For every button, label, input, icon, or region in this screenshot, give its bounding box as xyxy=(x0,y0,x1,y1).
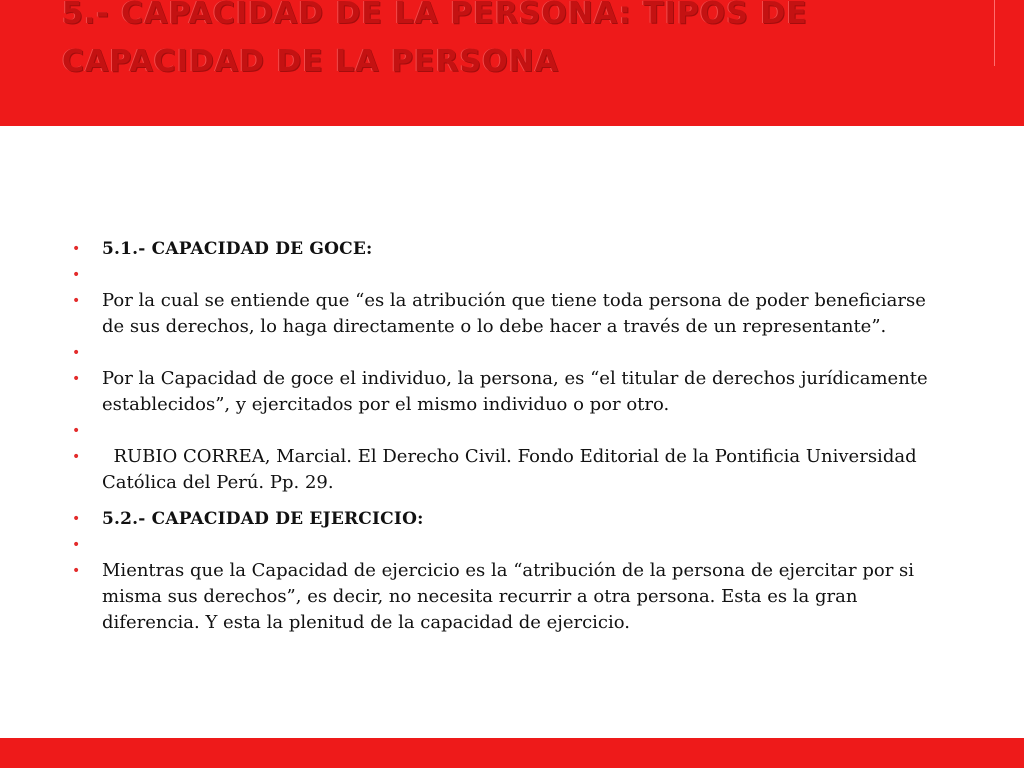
list-item xyxy=(72,366,952,418)
bullet-icon: • xyxy=(72,511,81,527)
list-item xyxy=(72,262,952,288)
citation-text: RUBIO CORREA, Marcial. El Derecho Civil. Fondo Editorial de la Pontificia Universidad Católica del Perú. Pp. 29. xyxy=(102,446,923,493)
section-heading-ejercicio: 5.2.- CAPACIDAD DE EJERCICIO: xyxy=(102,509,424,529)
list-item-text: Mientras que la Capacidad de ejercicio es la “atribución de la persona de ejercitar por si misma sus derechos”, es decir, no necesita recurrir a otra persona. Esta es la gran diferencia. Y esta la plenitud de la capacidad de ejercicio. xyxy=(102,560,915,633)
list-item xyxy=(72,558,952,636)
bullet-icon: • xyxy=(72,241,81,257)
slide-title-line-1: 5.- CAPACIDAD DE LA PERSONA: TIPOS DE xyxy=(62,0,808,31)
list-item-text: Por la cual se entiende que “es la atribución que tiene toda persona de poder beneficiarse de sus derechos, lo haga directamente o lo debe hacer a través de un representante”. xyxy=(102,290,926,337)
section-heading-goce: 5.1.- CAPACIDAD DE GOCE: xyxy=(102,239,373,259)
slide-title-line-2: CAPACIDAD DE LA PERSONA xyxy=(62,44,559,79)
list-item xyxy=(72,340,952,366)
bullet-list xyxy=(72,236,952,636)
slide-title xyxy=(62,0,962,86)
list-item xyxy=(72,418,952,444)
list-item-text: Por la Capacidad de goce el individuo, la persona, es “el titular de derechos jurídicamente establecidos”, y ejercitados por el mismo individuo o por otro. xyxy=(102,368,928,415)
list-item xyxy=(72,444,952,496)
header-divider xyxy=(994,0,995,66)
bullet-icon: • xyxy=(72,563,81,579)
bullet-icon: • xyxy=(72,537,81,553)
bullet-icon: • xyxy=(72,267,81,283)
bullet-icon: • xyxy=(72,449,81,465)
bullet-icon: • xyxy=(72,371,81,387)
list-item xyxy=(72,532,952,558)
bullet-icon: • xyxy=(72,293,81,309)
list-item xyxy=(72,506,952,532)
bullet-icon: • xyxy=(72,423,81,439)
bullet-icon: • xyxy=(72,345,81,361)
header-band xyxy=(0,0,1024,126)
footer-band xyxy=(0,738,1024,768)
list-item xyxy=(72,236,952,262)
list-item xyxy=(72,288,952,340)
